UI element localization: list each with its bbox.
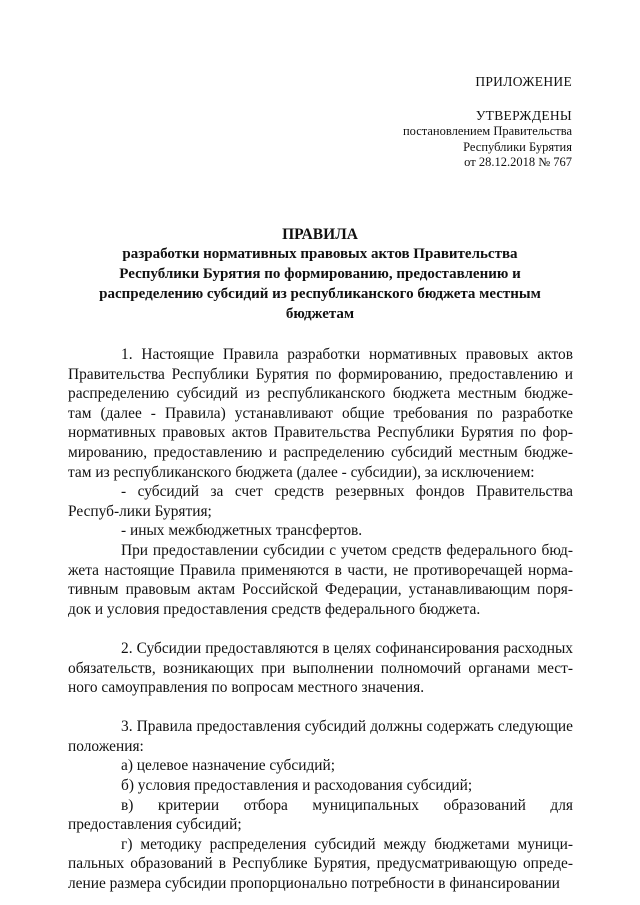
appendix-label: ПРИЛОЖЕНИЕ xyxy=(475,74,572,89)
paragraph-1-item-1: - субсидий за счет средств резервных фондов Правительства Респуб-лики Бурятия; xyxy=(68,483,573,520)
approval-stamp xyxy=(403,107,572,171)
paragraph-3-item-a: а) целевое назначение субсидий; xyxy=(121,757,336,775)
approved-by-line-2: Республики Бурятия xyxy=(463,139,572,154)
document-title-block xyxy=(90,225,550,324)
document-body xyxy=(68,345,573,894)
approved-label: УТВЕРЖДЕНЫ xyxy=(475,108,572,123)
document-subtitle: разработки нормативных правовых актов Правительства Республики Бурятия по формированию, предоставлению и распределению субсидий из республиканского бюджета местным бюджетам xyxy=(99,246,541,322)
paragraph-1-federal-note: При предоставлении субсидии с учетом средств федерального бюд-жета настоящие Правила применяются в части, не противоречащей норма-тивным правовым актам Российской Федерации, устанавливающим поря-док и условия предоставления средств федерального бюджета. xyxy=(68,541,573,618)
paragraph-3-item-c: в) критерии отбора муниципальных образований для предоставления субсидий; xyxy=(68,796,573,834)
paragraph-1-item-2: - иных межбюджетных трансфертов. xyxy=(121,522,363,540)
paragraph-1: 1. Настоящие Правила разработки нормативных правовых актов Правительства Республики Бурятия по формированию, предоставлению и распределению субсидий из республиканского бюджета местным бюдже-там (далее - Правила) устанавливают общие требования по разработке нормативных правовых актов Правительства Республики Бурятия по фор-мированию, предоставлению и распределению субсидий местным бюдже-там из республиканского бюджета (далее - субсидии), за исключением: xyxy=(68,346,573,481)
paragraph-3: 3. Правила предоставления субсидий должны содержать следующие положения: xyxy=(68,718,573,755)
paragraph-3-item-d: г) методику распределения субсидий между бюджетами муници-пальных образований в Республике Бурятия, предусматривающую опреде-ление размера субсидии пропорционально потребности в финансировании xyxy=(68,835,573,893)
decree-reference: от 28.12.2018 № 767 xyxy=(464,155,572,170)
approved-by-line-1: постановлением Правительства xyxy=(402,124,572,138)
paragraph-3-item-b: б) условия предоставления и расходования субсидий; xyxy=(121,777,473,795)
document-title: ПРАВИЛА xyxy=(282,226,358,243)
paragraph-2: 2. Субсидии предоставляются в целях софинансирования расходных обязательств, возникающих при выполнении полномочий органами мест-ного самоуправления по вопросам местного значения. xyxy=(68,639,573,697)
